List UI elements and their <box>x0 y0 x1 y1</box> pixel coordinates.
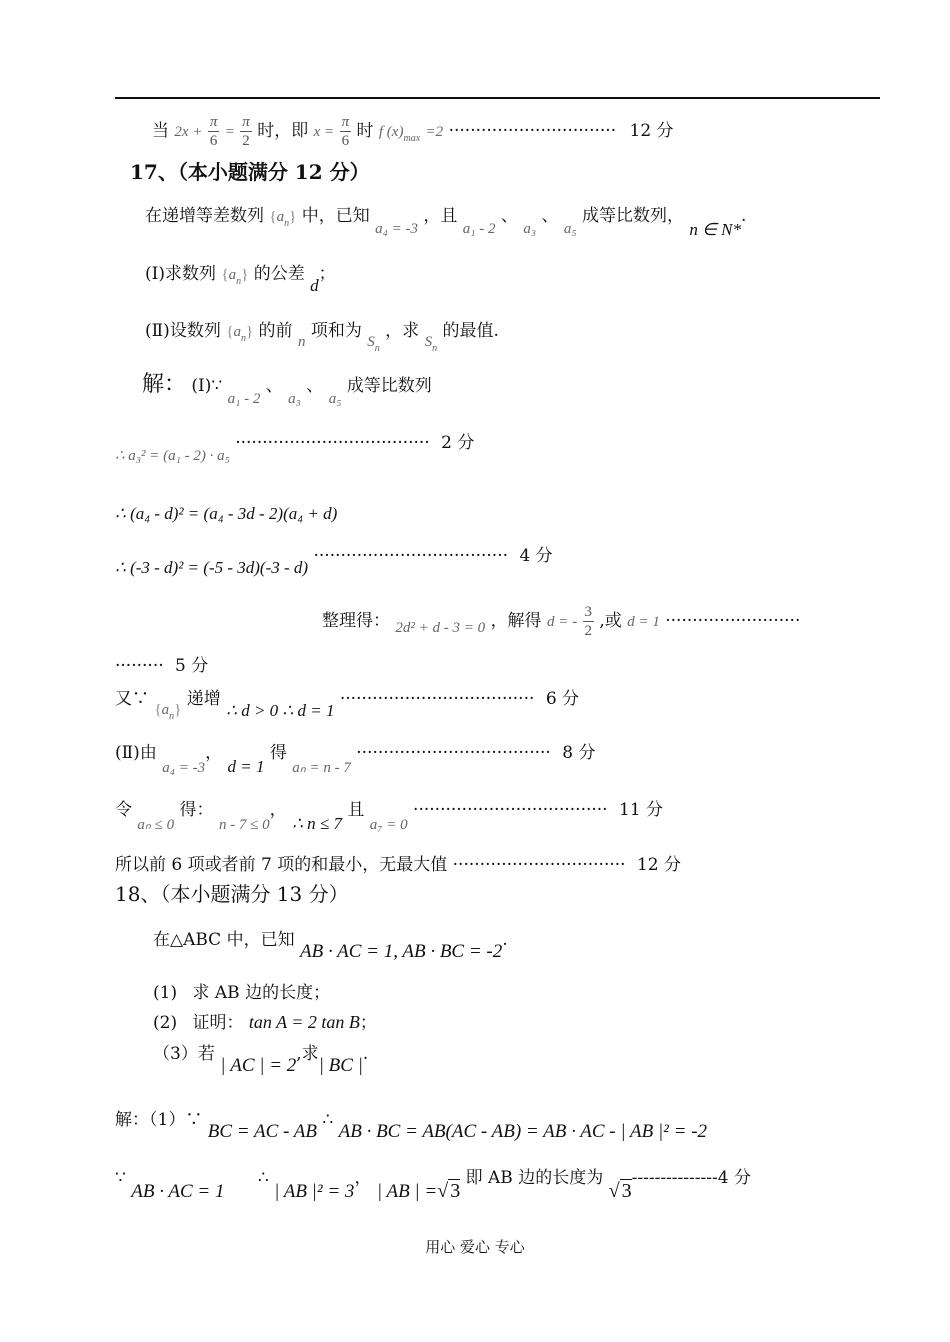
equals: = <box>224 124 235 140</box>
text: 令 <box>115 800 132 820</box>
text: （3）若 <box>153 1044 215 1064</box>
subscript: n <box>374 343 380 354</box>
text: ,求 <box>296 1044 319 1064</box>
question-17-title: 17、（本小题满分 12 分） <box>130 160 370 184</box>
math-var: n <box>297 334 306 350</box>
score: 4 分 <box>717 1168 751 1188</box>
question-18-stem <box>153 930 508 962</box>
math-expr: 2d² + d - 3 = 0 <box>395 620 486 636</box>
text: . <box>362 1044 369 1064</box>
text: 解：（1）∵ <box>115 1110 203 1130</box>
math-expr: 2x + <box>174 124 203 140</box>
text: 在递增等差数列 <box>145 206 264 226</box>
brace-open: { <box>226 324 234 340</box>
dot-leader: ···································· <box>339 689 535 709</box>
text: 证明： <box>192 1013 244 1033</box>
question-18-part-3 <box>153 1044 369 1076</box>
math-expr: AB · AC = 1, AB · BC = -2 <box>299 941 503 962</box>
dash-leader: --------------- <box>631 1168 718 1188</box>
numerator: π <box>209 114 218 130</box>
denominator: 2 <box>584 623 592 639</box>
solution-18-line-2 <box>115 1167 751 1202</box>
math-expr: a₃ <box>523 221 537 237</box>
text: ， <box>205 743 223 763</box>
score: 6 分 <box>545 689 580 709</box>
text: ， <box>354 1168 372 1188</box>
subscript: n <box>432 343 438 354</box>
subscript: n <box>236 276 242 287</box>
math-expr: n - 7 ≤ 0 <box>218 817 270 833</box>
text: (I)求数列 <box>145 264 216 284</box>
text: 时，即 <box>257 121 309 141</box>
math-var: S <box>424 334 433 350</box>
therefore-symbol: ∴ <box>322 1110 334 1130</box>
dot-leader: ···································· <box>235 433 430 453</box>
brace-close: } <box>289 209 297 225</box>
sqrt-expr: √ 3 <box>437 1180 461 1202</box>
text: 得： <box>179 800 214 820</box>
math-expr: d = - <box>546 614 578 630</box>
text: 递增 <box>186 689 221 709</box>
score: 12 分 <box>629 121 674 141</box>
math-expr: a₇ = 0 <box>369 817 408 833</box>
radicand: 3 <box>450 1180 461 1202</box>
math-expr: ∴ a₃² = (a₁ - 2) · a₅ <box>115 448 230 464</box>
brace-open: { <box>221 267 229 283</box>
brace-open: { <box>269 209 277 225</box>
math-expr: | AB |² = 3 <box>274 1181 355 1202</box>
step-6 <box>115 743 596 776</box>
math-expr: aₙ ≤ 0 <box>137 817 175 833</box>
score: 12 分 <box>636 855 682 875</box>
dot-leader: ···································· <box>413 800 608 820</box>
fraction <box>240 113 252 150</box>
subscript: n <box>284 218 290 229</box>
text: (I)∵ <box>191 376 223 396</box>
text: 项和为 <box>310 321 362 341</box>
radicand: 3 <box>621 1180 632 1202</box>
fraction <box>340 113 352 150</box>
math-var: a <box>276 209 285 225</box>
numerator: π <box>242 114 250 130</box>
dot-leader: ································ <box>452 855 626 875</box>
math-var: a <box>233 324 241 340</box>
math-expr: ∴ (a₄ - d)² = (a₄ - 3d - 2)(a₄ + d) <box>115 504 338 523</box>
math-expr: f (x) <box>378 124 404 140</box>
text: . <box>502 930 508 950</box>
step-8 <box>115 857 681 874</box>
math-expr: AB · AC = 1 <box>131 1181 225 1202</box>
question-17-part-2 <box>145 321 499 354</box>
step-4 <box>322 603 800 640</box>
math-var: a <box>228 267 237 283</box>
sqrt-expr: √ 3 <box>608 1180 632 1202</box>
text: 、 <box>541 206 559 226</box>
text: 当 <box>152 121 169 141</box>
math-expr: ∴ n ≤ 7 <box>292 814 342 833</box>
text: 的公差 <box>253 264 305 284</box>
text: 且 <box>347 800 365 820</box>
subscript: n <box>240 333 246 344</box>
question-18-title <box>115 884 349 905</box>
math-expr: ∴ d > 0 ∴ d = 1 <box>226 701 335 720</box>
dot-leader: ······························· <box>448 121 617 141</box>
math-expr: a₁ - 2 <box>227 391 261 407</box>
question-18-part-2 <box>153 1013 377 1032</box>
text: 中，已知 <box>301 206 370 226</box>
answer-line-16 <box>152 113 674 150</box>
text: . <box>741 206 747 226</box>
therefore-symbol: ∴ <box>257 1168 269 1188</box>
numerator: π <box>341 114 350 130</box>
subscript: n <box>169 711 175 722</box>
text: 即 AB 边的长度为 <box>465 1168 604 1188</box>
solution-17-start <box>142 372 432 407</box>
brace-open: { <box>154 702 162 718</box>
math-expr: n ∈ N* <box>689 220 742 239</box>
text: 、 <box>500 206 518 226</box>
math-expr: a₁ - 2 <box>462 221 496 237</box>
step-2 <box>115 505 337 523</box>
text: 、 <box>265 376 283 396</box>
solution-label: 解： <box>142 372 187 397</box>
text: 成等比数列 <box>346 376 432 396</box>
score: 11 分 <box>619 800 664 820</box>
solution-18-line-1 <box>115 1110 708 1142</box>
denominator: 6 <box>209 133 218 149</box>
math-expr: aₙ = n - 7 <box>292 760 351 776</box>
math-expr: | AC | = 2 <box>220 1055 297 1076</box>
math-var: a <box>161 702 170 718</box>
text: 得 <box>269 743 287 763</box>
text: (Ⅱ)由 <box>115 743 157 763</box>
text: 所以前 6 项或者前 7 项的和最小，无最大值 <box>115 855 448 875</box>
math-expr: BC = AC - AB <box>207 1121 317 1142</box>
text: ，求 <box>385 321 420 341</box>
text: 时 <box>356 121 374 141</box>
step-7 <box>115 800 664 833</box>
question-18-part-1 <box>153 985 330 1002</box>
page-footer: 用心 爱心 专心 <box>425 1238 525 1256</box>
dot-leader: ···································· <box>313 546 509 566</box>
dot-leader: ···································· <box>356 743 551 763</box>
math-expr: tan A = 2 tan B <box>248 1012 360 1032</box>
math-var: d <box>310 276 319 295</box>
text: ，且 <box>423 206 458 226</box>
text: ， <box>269 800 287 820</box>
math-expr: d = 1 <box>627 614 660 630</box>
denominator: 2 <box>242 133 250 149</box>
text: 成等比数列， <box>581 206 684 226</box>
denominator: 6 <box>341 133 350 149</box>
math-expr: a₄ = -3 <box>162 760 206 776</box>
text: 在△ABC 中，已知 <box>153 930 295 950</box>
header-rule <box>115 97 880 99</box>
text: ； <box>359 1013 377 1033</box>
score: 5 分 <box>175 656 209 676</box>
text: ，解得 <box>490 611 542 631</box>
math-expr: a₄ = -3 <box>375 221 418 237</box>
numerator: 3 <box>584 604 592 620</box>
text: 求 AB 边的长度； <box>192 983 331 1003</box>
math-expr: a₅ <box>563 221 577 237</box>
title-text: 18、（本小题满分 13 分） <box>115 882 349 906</box>
question-17-stem <box>145 206 747 239</box>
text: ； <box>318 264 336 284</box>
text: 的最值. <box>442 321 499 341</box>
math-expr: AB · BC = AB(AC - AB) = AB · AC - | AB |² = -2 <box>338 1121 708 1142</box>
fraction <box>583 603 595 640</box>
math-expr: a₅ <box>328 391 342 407</box>
score: 2 分 <box>441 433 475 453</box>
text: 又∵ <box>115 689 149 709</box>
dot-leader: ························· <box>665 611 801 631</box>
dot-leader: ········· <box>115 656 164 676</box>
because-symbol: ∵ <box>115 1168 126 1188</box>
score: 4 分 <box>519 546 553 566</box>
text: (Ⅱ)设数列 <box>145 321 221 341</box>
math-expr: | BC | <box>318 1055 363 1076</box>
score: 8 分 <box>562 743 596 763</box>
brace-close: } <box>241 267 249 283</box>
math-expr: ∴ (-3 - d)² = (-5 - 3d)(-3 - d) <box>115 558 309 577</box>
brace-close: } <box>174 702 182 718</box>
math-expr: | AB | = <box>376 1181 438 1202</box>
math-expr: =2 <box>425 124 444 140</box>
brace-close: } <box>245 324 254 340</box>
math-expr: x = <box>313 124 335 140</box>
text: 的前 <box>258 321 293 341</box>
step-5 <box>115 689 580 722</box>
step-1 <box>115 433 475 464</box>
text: 、 <box>306 376 324 396</box>
subscript: max <box>403 133 421 144</box>
item-number: (2) <box>153 1013 178 1033</box>
item-number: (1) <box>153 983 178 1003</box>
math-var: S <box>367 334 375 350</box>
text: 整理得： <box>322 611 390 631</box>
step-3 <box>115 546 553 577</box>
text: ,或 <box>599 611 622 631</box>
math-expr: d = 1 <box>227 757 265 776</box>
math-expr: a₃ <box>288 391 301 407</box>
step-4-continued <box>115 658 208 675</box>
question-17-part-1 <box>145 264 336 295</box>
fraction <box>208 113 220 150</box>
